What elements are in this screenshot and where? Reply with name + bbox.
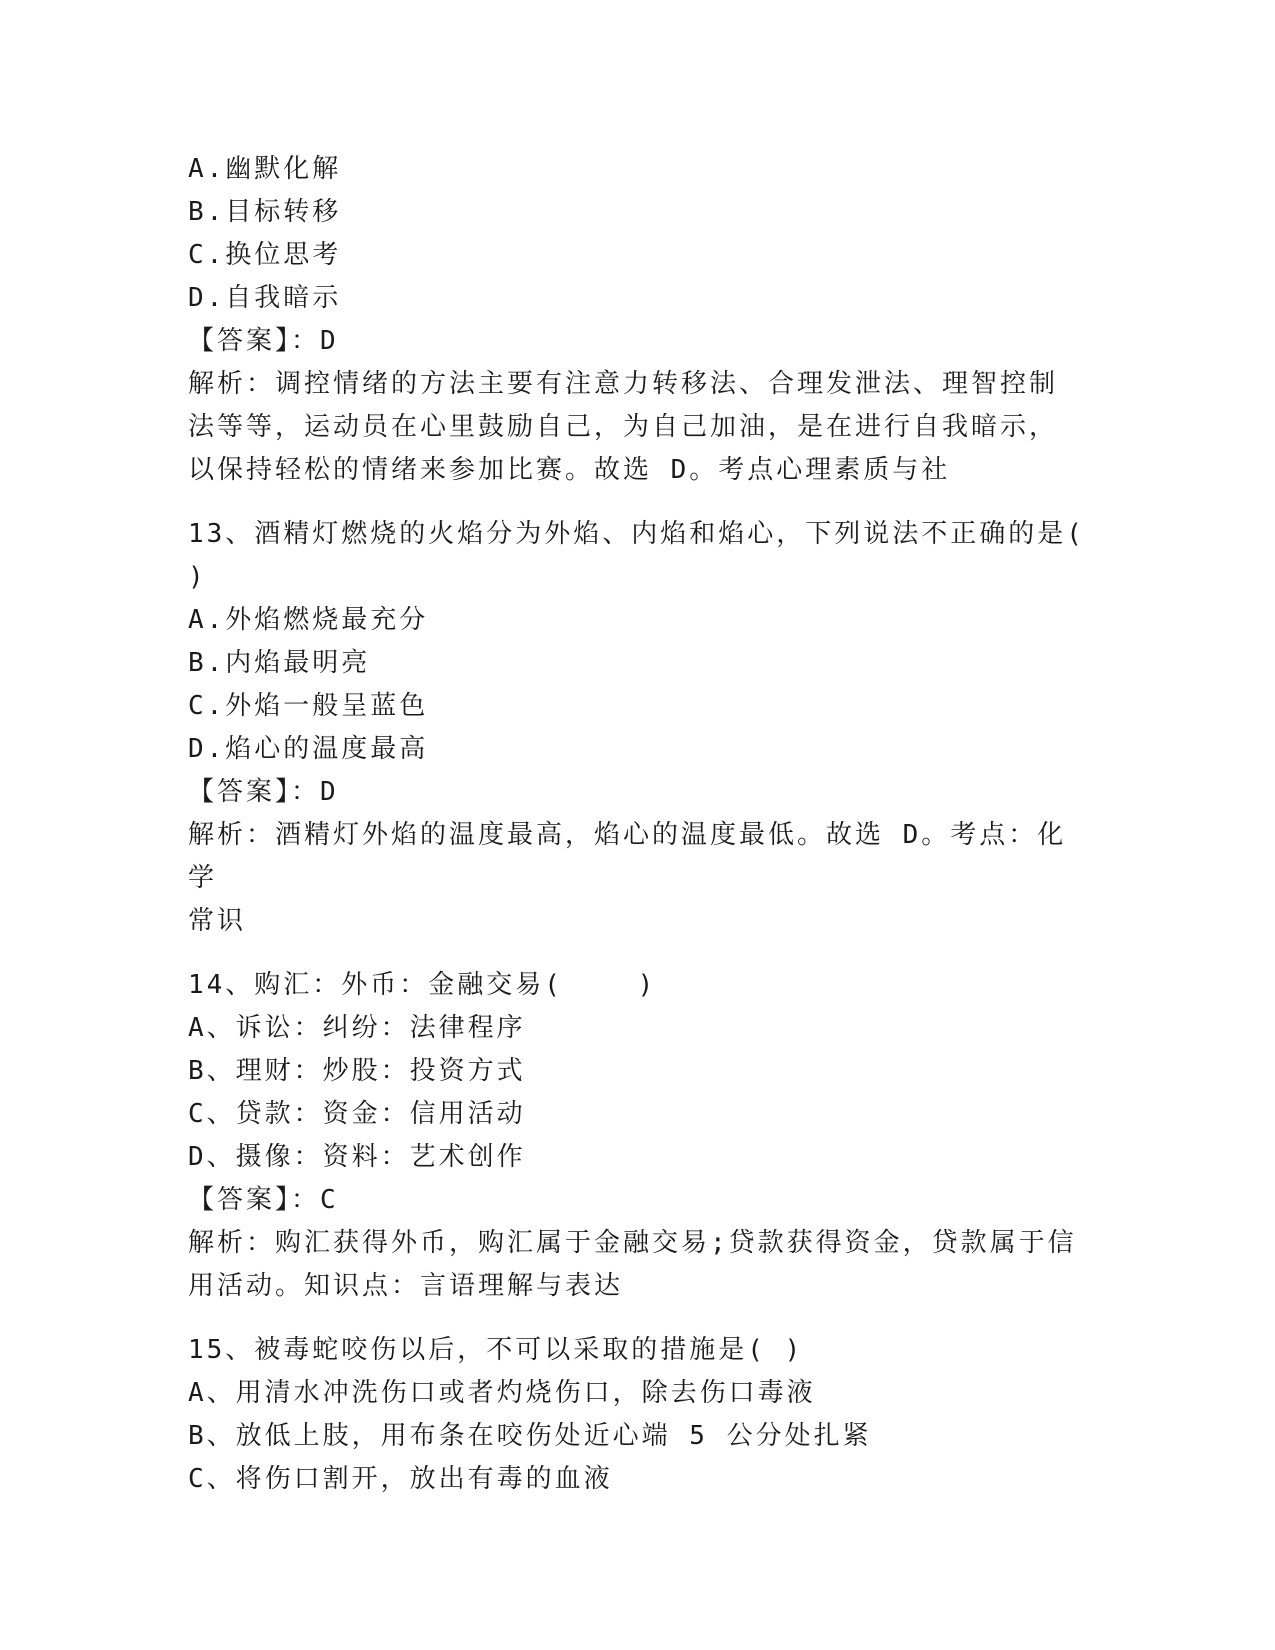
option-a: A、诉讼：纠纷：法律程序 bbox=[188, 1013, 526, 1043]
analysis-line: 法等等，运动员在心里鼓励自己，为自己加油，是在进行自我暗示， bbox=[188, 412, 1059, 442]
answer-line: 【答案】：D bbox=[188, 326, 339, 356]
analysis-line: 解析：调控情绪的方法主要有注意力转移法、合理发泄法、理智控制 bbox=[188, 369, 1059, 399]
option-c: C.外焰一般呈蓝色 bbox=[188, 691, 429, 721]
question-text: 13、酒精灯燃烧的火焰分为外焰、内焰和焰心，下列说法不正确的是( bbox=[188, 519, 1085, 549]
option-a: A.外焰燃烧最充分 bbox=[188, 605, 429, 635]
section-gap bbox=[188, 943, 1088, 964]
question-text: 15、被毒蛇咬伤以后，不可以采取的措施是( ) bbox=[188, 1335, 804, 1365]
analysis-line: 常识 bbox=[188, 906, 247, 936]
analysis-line: 解析：购汇获得外币，购汇属于金融交易;贷款获得资金，贷款属于信 bbox=[188, 1228, 1077, 1258]
option-a: A、用清水冲洗伤口或者灼烧伤口，除去伤口毒液 bbox=[188, 1378, 816, 1408]
option-b: B、理财：炒股：投资方式 bbox=[188, 1056, 526, 1086]
option-c: C、将伤口割开，放出有毒的血液 bbox=[188, 1464, 613, 1494]
option-c: C、贷款：资金：信用活动 bbox=[188, 1099, 526, 1129]
option-b: B.内焰最明亮 bbox=[188, 648, 371, 678]
section-gap bbox=[188, 1308, 1088, 1329]
question-14-block bbox=[188, 964, 1088, 1308]
analysis-line: 用活动。知识点：言语理解与表达 bbox=[188, 1271, 624, 1301]
question-15-block bbox=[188, 1329, 1088, 1501]
question-13-block bbox=[188, 513, 1088, 943]
option-d: D.焰心的温度最高 bbox=[188, 734, 429, 764]
analysis-line: 解析：酒精灯外焰的温度最高，焰心的温度最低。故选 D。考点：化学 bbox=[188, 820, 1067, 893]
analysis-line: 以保持轻松的情绪来参加比赛。故选 D。考点心理素质与社 bbox=[188, 455, 951, 485]
option-b: B.目标转移 bbox=[188, 197, 342, 227]
option-d: D、摄像：资料：艺术创作 bbox=[188, 1142, 526, 1172]
answer-line: 【答案】：C bbox=[188, 1185, 339, 1215]
option-b: B、放低上肢，用布条在咬伤处近心端 5 公分处扎紧 bbox=[188, 1421, 872, 1451]
question-text: ) bbox=[188, 562, 207, 592]
option-a: A.幽默化解 bbox=[188, 154, 342, 184]
document-page bbox=[188, 148, 1088, 1501]
option-d: D.自我暗示 bbox=[188, 283, 342, 313]
question-text: 14、购汇：外币：金融交易( ) bbox=[188, 970, 657, 1000]
question-12-block bbox=[188, 148, 1088, 492]
section-gap bbox=[188, 492, 1088, 513]
option-c: C.换位思考 bbox=[188, 240, 342, 270]
answer-line: 【答案】：D bbox=[188, 777, 339, 807]
